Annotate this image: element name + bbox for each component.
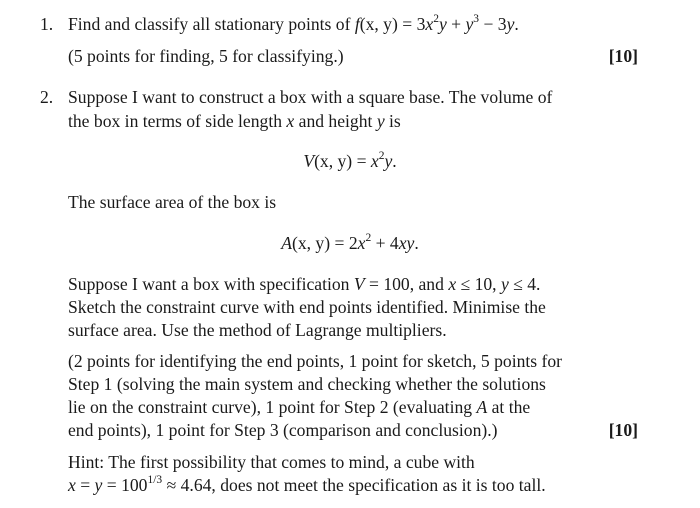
math-exp-2: 2: [433, 13, 439, 26]
volume-formula: [0, 150, 700, 173]
math-V: V: [303, 151, 315, 171]
math-f: f: [354, 14, 360, 34]
math-exp: 2: [378, 150, 385, 163]
spec-line-1: [68, 273, 540, 296]
question-1-number: 1.: [40, 14, 54, 34]
text: = 100, and: [364, 274, 449, 294]
math-eq: = 2: [330, 233, 358, 253]
text: and height: [294, 111, 377, 131]
math-args: (x, y): [314, 151, 353, 171]
question-2-line-2: [68, 110, 401, 133]
points-line-3: [68, 396, 530, 419]
math-plus: +: [446, 14, 466, 34]
text: lie on the constraint curve), 1 point for Step 2 (evaluating: [68, 397, 477, 417]
area-formula: [0, 232, 700, 255]
text: is: [384, 111, 401, 131]
question-1-line-1: [68, 13, 519, 36]
math-eq: =: [352, 151, 371, 171]
question-2-marks: [10]: [608, 420, 638, 440]
math-args: (x, y): [291, 233, 331, 253]
text: at the: [487, 397, 531, 417]
text: ≤ 10,: [456, 274, 501, 294]
math-xy: xy: [398, 233, 415, 253]
math-args: (x, y): [359, 14, 398, 34]
hint-line-1: Hint: The first possibility that comes to mind, a cube with: [68, 452, 475, 472]
math-x: x: [357, 233, 366, 253]
math-x: x: [425, 14, 434, 34]
text: ≈ 4.64, does not meet the specification as it is too tall.: [162, 475, 546, 495]
math-eq: = 3: [397, 14, 426, 34]
math-y: y: [94, 475, 103, 495]
question-1-points-note: (5 points for finding, 5 for classifying.): [68, 46, 344, 66]
math-y: y: [500, 274, 509, 294]
surface-intro: The surface area of the box is: [68, 192, 277, 212]
math-y: y: [438, 14, 447, 34]
math-A: A: [281, 233, 292, 253]
hint-line-2: [68, 474, 546, 497]
math-exp: 2: [365, 232, 372, 245]
math-value: = 100: [102, 475, 148, 495]
math-y: y: [384, 151, 393, 171]
math-period: .: [414, 233, 419, 253]
math-V: V: [353, 274, 365, 294]
text: Suppose I want a box with specification: [68, 274, 354, 294]
question-2-line-1: Suppose I want to construct a box with a square base. The volume of: [68, 87, 553, 107]
math-exp-3: 3: [473, 13, 480, 26]
math-x: x: [68, 475, 76, 495]
question-1-text: Find and classify all stationary points of: [68, 14, 355, 34]
spec-line-3: surface area. Use the method of Lagrange multipliers.: [68, 320, 447, 340]
question-2-number: 2.: [40, 87, 54, 107]
math-x: x: [448, 274, 457, 294]
question-1-marks: [10]: [608, 46, 638, 66]
math-plus: + 4: [371, 233, 399, 253]
math-period: .: [514, 14, 519, 34]
points-line-2: Step 1 (solving the main system and checking whether the solutions: [68, 374, 546, 394]
math-A: A: [476, 397, 488, 417]
math-y: y: [465, 14, 474, 34]
spec-line-2: Sketch the constraint curve with end points identified. Minimise the: [68, 297, 546, 317]
math-minus: − 3: [479, 14, 507, 34]
points-line-1: (2 points for identifying the end points, 1 point for sketch, 5 points for: [68, 351, 563, 371]
math-exp: 1/3: [147, 474, 163, 487]
math-x: x: [370, 151, 379, 171]
math-y: y: [506, 14, 515, 34]
text: ≤ 4.: [508, 274, 541, 294]
math-x: x: [286, 111, 295, 131]
math-period: .: [392, 151, 397, 171]
math-y: y: [376, 111, 385, 131]
text: the box in terms of side length: [68, 111, 287, 131]
points-line-4: end points), 1 point for Step 3 (comparison and conclusion).): [68, 420, 498, 440]
math-eq: =: [75, 475, 95, 495]
